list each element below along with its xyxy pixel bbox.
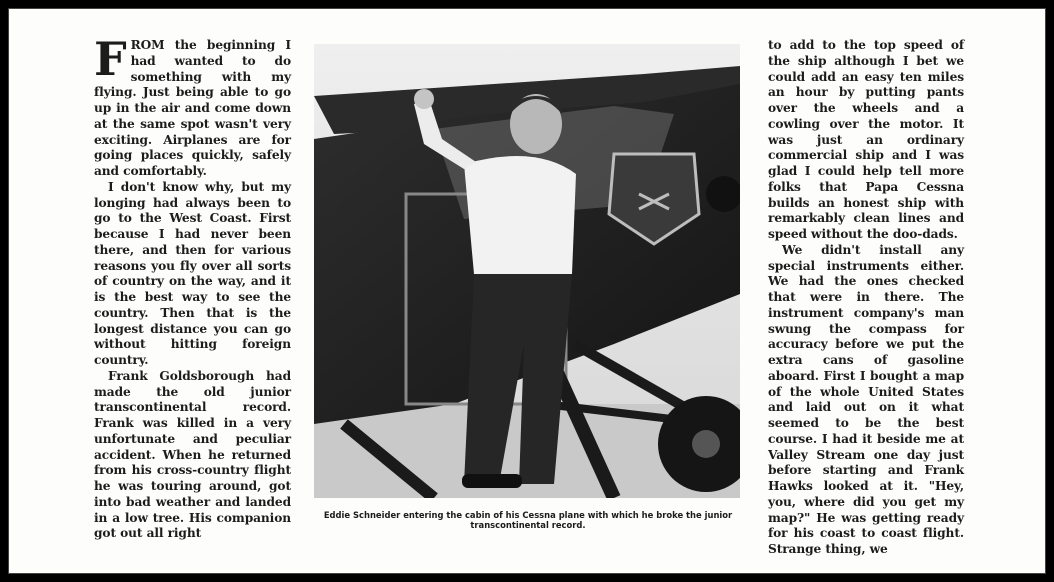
pilot-shirt [464,156,576,274]
wheel-hub [692,430,720,458]
paragraph-1-text: ROM the beginning I had wanted to do something with my flying. Just being able to go up in the air and come down at the same spot wasn't very exciting. Airplanes are for going places quickly, safely and comfortably. [94,38,291,178]
magazine-page [8,8,1046,574]
photo-caption: Eddie Schneider entering the cabin of his Cessna plane with which he broke the junior transcontinental record. [323,510,733,530]
paragraph-1 [94,32,291,180]
drop-cap: F [94,32,127,86]
photo-illustration [314,44,740,498]
article-column-left [94,32,291,542]
pilot-hand [414,89,434,109]
airplane-photo [314,44,740,498]
pilot-shoe [462,474,522,488]
article-column-right [768,38,964,558]
paragraph-3: Frank Goldsborough had made the old junior transcontinental record. Frank was killed in a very unfortunate and peculiar accident. When he returned from his cross-country flight he was touring around, got into bad weather and landed in a low tree. His companion got out all right [94,368,291,541]
paragraph-2: I don't know why, but my longing had always been to go to the West Coast. First because I had never been there, and then for various reasons you fly over all sorts of country on the way, and it is the best way to see the country. Then that is the longest distance you can go without hitting foreign country. [94,179,291,367]
paragraph-5: We didn't install any special instruments either. We had the ones checked that were in there. The instrument company's man swung the compass for accuracy before we put the extra cans of gasoline aboard. First I bought a map of the whole United States and laid out on it what seemed to be the best course. I had it beside me at Valley Stream one day just before starting and Frank Hawks looked at it. "Hey, you, where did you get my map?" He was getting ready for his coast to coast flight. Strange thing, we [768,242,964,556]
paragraph-4: to add to the top speed of the ship although I bet we could add an easy ten miles an hour by putting pants over the wheels and a cowling over the motor. It was just an ordinary commercial ship and I was glad I could help tell more folks that Papa Cessna builds an honest ship with remarkably clean lines and speed without the doo-dads. [768,38,964,241]
